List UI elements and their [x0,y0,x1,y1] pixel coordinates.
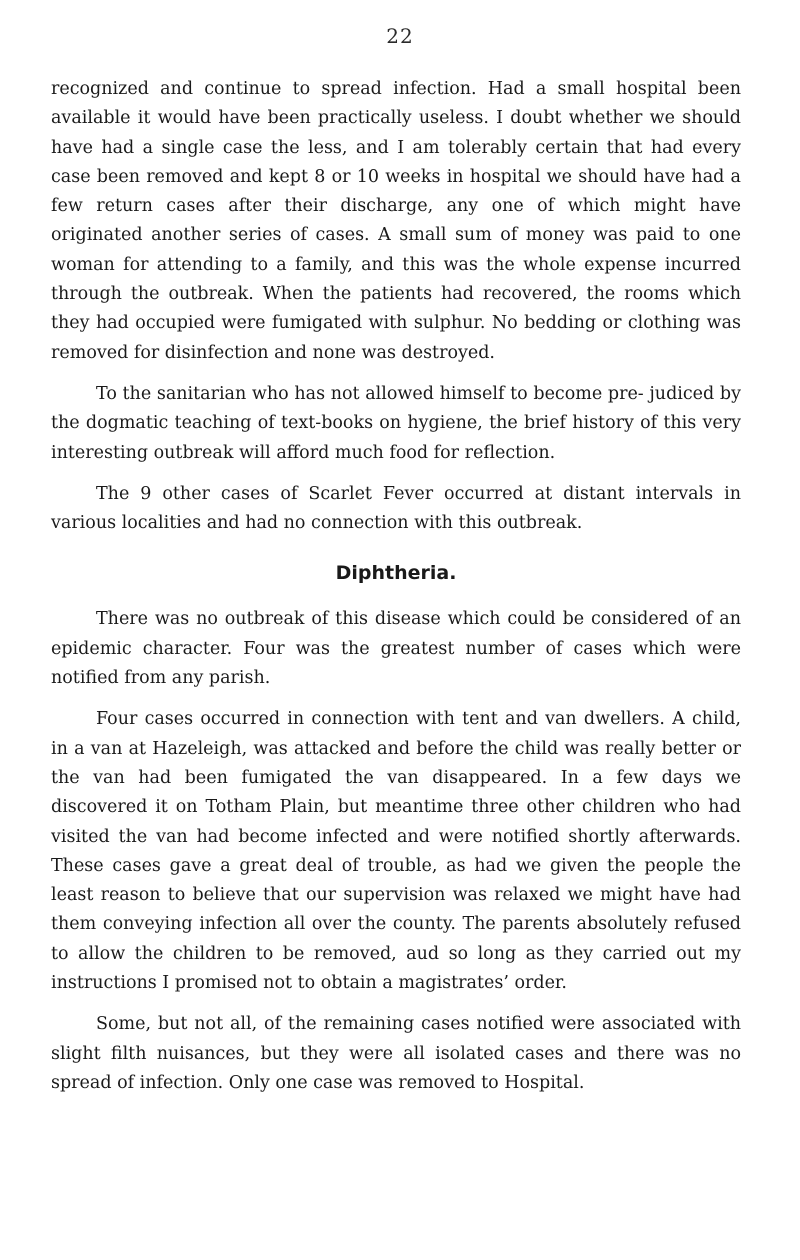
paragraph-remaining-cases: Some, but not all, of the remaining cases notified were associated with slight filth nuisances, but they were all isolated cases and there was no spread of infection. Only one case was removed to Hospital. [51,1014,741,1093]
paragraph-hospital-discussion: recognized and continue to spread infection. Had a small hospital been available it would have been practically useless. I doubt whether we should have had a single case the less, and I am tolerably certain that had every case been removed and kept 8 or 10 weeks in hospital we should have had a few return cases after their discharge, any one of which might have originated another series of cases. A small sum of money was paid to one woman for attending to a family, and this was the whole expense incurred through the outbreak. When the patients had recovered, the rooms which they had occupied were fumigated with sulphur. No bedding or clothing was removed for disinfection and none was destroyed. [51,79,741,363]
page-number: 22 [386,24,414,48]
paragraph-scarlet-fever-cases: The 9 other cases of Scarlet Fever occurred at distant intervals in various localities and had no connection with this outbreak. [51,483,741,534]
paragraph-diphtheria-overview: There was no outbreak of this disease which could be considered of an epidemic character. Four was the greatest number of cases which were notified from any parish. [51,609,741,689]
paragraph-sanitarian-reflection: To the sanitarian who has not allowed himself to become pre- judiced by the dogmatic teaching of text-books on hygiene, the brief history of this very interesting outbreak will afford much food for reflection. [51,383,741,463]
body-text [51,75,741,1098]
paragraph-van-dwellers: Four cases occurred in connection with tent and van dwellers. A child, in a van at Hazeleigh, was attacked and before the child was really better or the van had been fumigated the van disappeared. In a few days we discovered it on Totham Plain, but meantime three other children who had visited the van had become infected and were notified shortly afterwards. These cases gave a great deal of trouble, as had we given the people the least reason to believe that our supervision was relaxed we might have had them conveying infection all over the county. The parents absolutely refused to allow the children to be removed, aud so long as they carried out my instructions I promised not to obtain a magistrates’ order. [51,709,741,994]
section-heading-diphtheria: Diphtheria. [335,562,457,585]
